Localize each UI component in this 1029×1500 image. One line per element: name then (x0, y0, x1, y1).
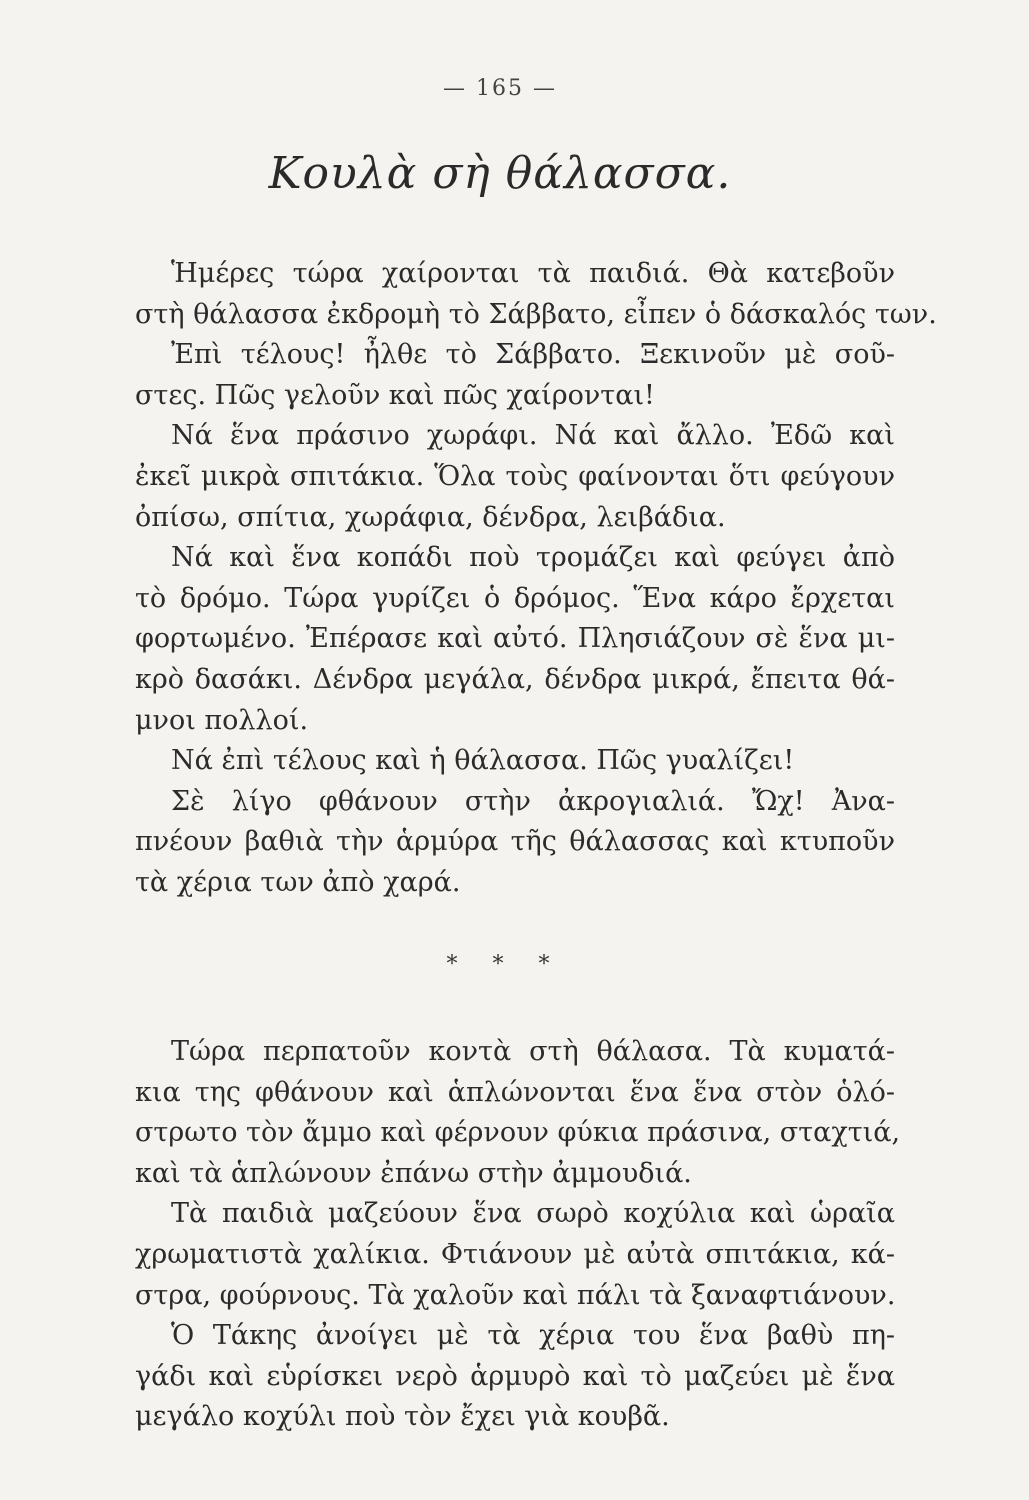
text-line: χρωματιστὰ χαλίκια. Φτιάνουν μὲ αὐτὰ σπιτάκια, κά- (135, 1238, 895, 1270)
section-separator: * * * (446, 952, 564, 977)
text-line: ὀπίσω, σπίτια, χωράφια, δένδρα, λειβάδια. (135, 501, 726, 533)
text-line: Νά καὶ ἕνα κοπάδι ποὺ τρομάζει καὶ φεύγει ἀπὸ (171, 542, 895, 574)
text-line: Ἡμέρες τώρα χαίρονται τὰ παιδιά. Θὰ κατεβοῦν (171, 258, 895, 289)
text-line: καὶ τὰ ἁπλώνουν ἐπάνω στὴν ἀμμουδιά. (135, 1157, 692, 1189)
text-line: μνοι πολλοί. (135, 704, 309, 736)
text-line: στὴ θάλασσα ἐκδρομὴ τὸ Σάββατο, εἶπεν ὁ δάσκαλός των. (135, 298, 937, 330)
text-line: φορτωμένο. Ἐπέρασε καὶ αὐτό. Πλησιάζουν σὲ ἕνα μι- (135, 623, 895, 655)
text-line: Τώρα περπατοῦν κοντὰ στὴ θάλασα. Τὰ κυματά- (171, 1036, 895, 1067)
text-line: γάδι καὶ εὑρίσκει νερὸ ἁρμυρὸ καὶ τὸ μαζεύει μὲ ἕνα (135, 1360, 895, 1392)
text-line: πνέουν βαθιὰ τὴν ἁρμύρα τῆς θάλασσας καὶ κτυποῦν (135, 826, 895, 858)
text-line: Ὁ Τάκης ἀνοίγει μὲ τὰ χέρια του ἕνα βαθὺ πη- (171, 1320, 895, 1352)
text-line: Τὰ παιδιὰ μαζεύουν ἕνα σωρὸ κοχύλια καὶ ὡραῖα (171, 1198, 895, 1230)
text-line: κια της φθάνουν καὶ ἁπλώνονται ἕνα ἕνα στὸν ὁλό- (135, 1076, 895, 1108)
text-line: στες. Πῶς γελοῦν καὶ πῶς χαίρονται! (135, 379, 655, 411)
text-line: Σὲ λίγο φθάνουν στὴν ἀκρογιαλιά. Ὤχ! Ἀνα- (171, 785, 895, 817)
chapter-title: Κουλὰ σὴ θάλασσα. (268, 148, 732, 199)
text-line: Νά ἕνα πράσινο χωράφι. Νά καὶ ἄλλο. Ἐδῶ καὶ (171, 420, 895, 452)
page-number: — 165 — (443, 76, 557, 101)
text-section-2 (135, 1032, 901, 1438)
text-line: στρωτο τὸν ἄμμο καὶ φέρνουν φύκια πράσινα, σταχτιά, (135, 1117, 901, 1149)
text-line: τὸ δρόμο. Τώρα γυρίζει ὁ δρόμος. Ἕνα κάρο ἔρχεται (135, 582, 895, 614)
text-section-1 (135, 254, 937, 904)
text-line: Νά ἐπὶ τέλους καὶ ἡ θάλασσα. Πῶς γυαλίζει! (171, 745, 795, 777)
text-line: ἐκεῖ μικρὰ σπιτάκια. Ὅλα τοὺς φαίνονται ὅτι φεύγουν (135, 460, 895, 492)
text-line: μεγάλο κοχύλι ποὺ τὸν ἔχει γιὰ κουβᾶ. (135, 1401, 670, 1433)
text-line: στρα, φούρνους. Τὰ χαλοῦν καὶ πάλι τὰ ξαναφτιάνουν. (135, 1279, 896, 1311)
text-line: τὰ χέρια των ἀπὸ χαρά. (135, 866, 461, 898)
text-line: Ἐπὶ τέλους! ἦλθε τὸ Σάββατο. Ξεκινοῦν μὲ σοῦ- (171, 339, 895, 371)
text-line: κρὸ δασάκι. Δένδρα μεγάλα, δένδρα μικρά, ἔπειτα θά- (135, 663, 895, 695)
